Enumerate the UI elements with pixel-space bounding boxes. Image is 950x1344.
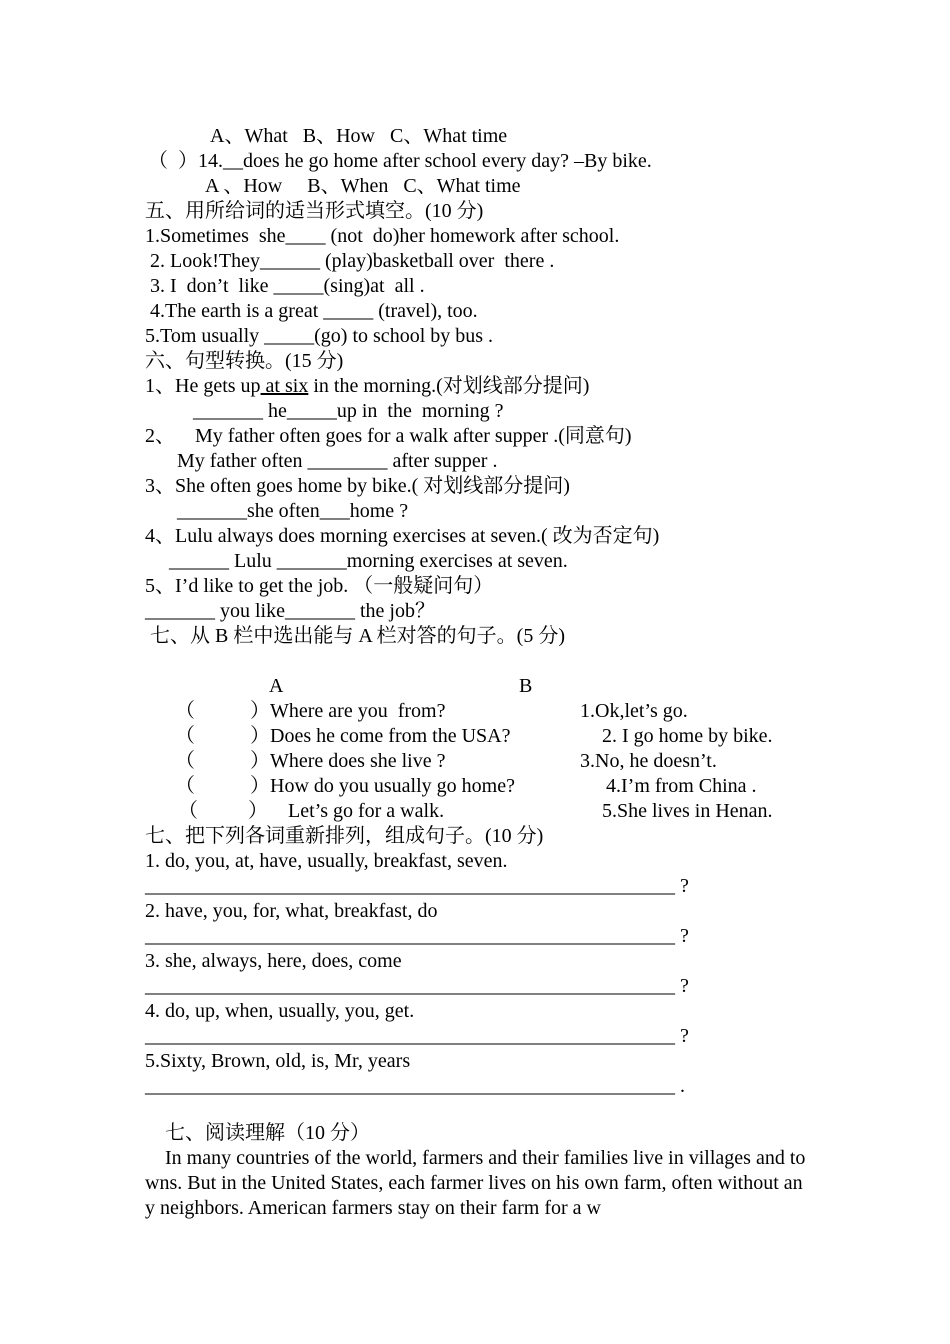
section6-q1-prompt	[145, 374, 589, 399]
section6-q3-prompt: 3、She often goes home by bike.( 对划线部分提问)	[145, 475, 570, 497]
section6-heading: 六、句型转换。(15 分)	[145, 350, 344, 372]
section6-q5-answer: _______ you like_______ the job？	[145, 600, 435, 622]
section6-q4-answer: ______ Lulu _______morning exercises at seven.	[169, 550, 568, 572]
q14-question: （ ）14.__does he go home after school every day? –By bike.	[148, 150, 652, 172]
match-row-b: 3.No, he doesn’t.	[580, 750, 717, 772]
section6-q5-prompt: 5、I’d like to get the job. （一般疑问句）	[145, 575, 494, 597]
section6-q4-prompt: 4、Lulu always does morning exercises at seven.( 改为否定句)	[145, 525, 660, 547]
col-a-header: A	[269, 675, 284, 697]
q13-options: A、What B、How C、What time	[210, 125, 508, 147]
answer-line: _____________________________________________________ ?	[145, 1025, 689, 1047]
reorder-words: 3. she, always, here, does, come	[145, 950, 402, 972]
answer-line: _____________________________________________________ ?	[145, 875, 689, 897]
match-row-b: 4.I’m from China .	[606, 775, 757, 797]
reading-heading: 七、阅读理解（10 分）	[165, 1122, 370, 1144]
match-row-a: （ ）How do you usually go home?	[175, 775, 515, 797]
match-row-a: （ ）Does he come from the USA?	[175, 725, 511, 747]
q1-underlined: at six	[260, 375, 309, 397]
section6-q2-answer: My father often ________ after supper .	[177, 450, 498, 472]
answer-line: _____________________________________________________ ?	[145, 925, 689, 947]
q14-options: A 、How B、When C、What time	[205, 175, 521, 197]
section6-q3-answer: _______she often___home ?	[177, 500, 409, 522]
section5-item: 4.The earth is a great _____ (travel), too.	[145, 300, 478, 322]
section7-match-heading: 七、从 B 栏中选出能与 A 栏对答的句子。(5 分)	[145, 625, 565, 647]
reorder-words: 5.Sixty, Brown, old, is, Mr, years	[145, 1050, 411, 1072]
reorder-words: 4. do, up, when, usually, you, get.	[145, 1000, 415, 1022]
q1-after: in the morning.(对划线部分提问)	[308, 375, 590, 397]
match-row-b: 2. I go home by bike.	[602, 725, 773, 747]
match-row-b: 1.Ok,let’s go.	[580, 700, 688, 722]
section6-q2-prompt: 2、 My father often goes for a walk after supper .(同意句)	[145, 425, 632, 447]
match-row-b: 5.She lives in Henan.	[602, 800, 773, 822]
reorder-words: 2. have, you, for, what, breakfast, do	[145, 900, 438, 922]
col-b-header: B	[519, 675, 533, 697]
q1-before: 1、He gets up	[145, 375, 261, 397]
answer-line: _____________________________________________________ .	[145, 1075, 685, 1097]
match-row-a: （ ）Where are you from?	[175, 700, 446, 722]
section5-item: 5.Tom usually _____(go) to school by bus .	[145, 325, 494, 347]
section5-item: 3. I don’t like _____(sing)at all .	[145, 275, 425, 297]
section5-heading: 五、用所给词的适当形式填空。(10 分)	[145, 200, 484, 222]
section7-reorder-heading: 七、把下列各词重新排列，组成句子。(10 分)	[145, 825, 544, 847]
section5-item: 2. Look!They______ (play)basketball over there .	[145, 250, 555, 272]
match-row-a: （ ）Where does she live ?	[175, 750, 446, 772]
section5-item: 1.Sometimes she____ (not do)her homework after school.	[145, 225, 620, 247]
reorder-words: 1. do, you, at, have, usually, breakfast, seven.	[145, 850, 508, 872]
answer-line: _____________________________________________________ ?	[145, 975, 689, 997]
reading-passage: In many countries of the world, farmers and their families live in villages and towns. But in the United States, each farmer lives on his own farm, often without any neighbors. American farmers stay on their farm for a w	[145, 1147, 806, 1219]
section6-q1-answer: _______ he_____up in the morning ?	[193, 400, 504, 422]
match-row-a: （ ） Let’s go for a walk.	[178, 800, 445, 822]
